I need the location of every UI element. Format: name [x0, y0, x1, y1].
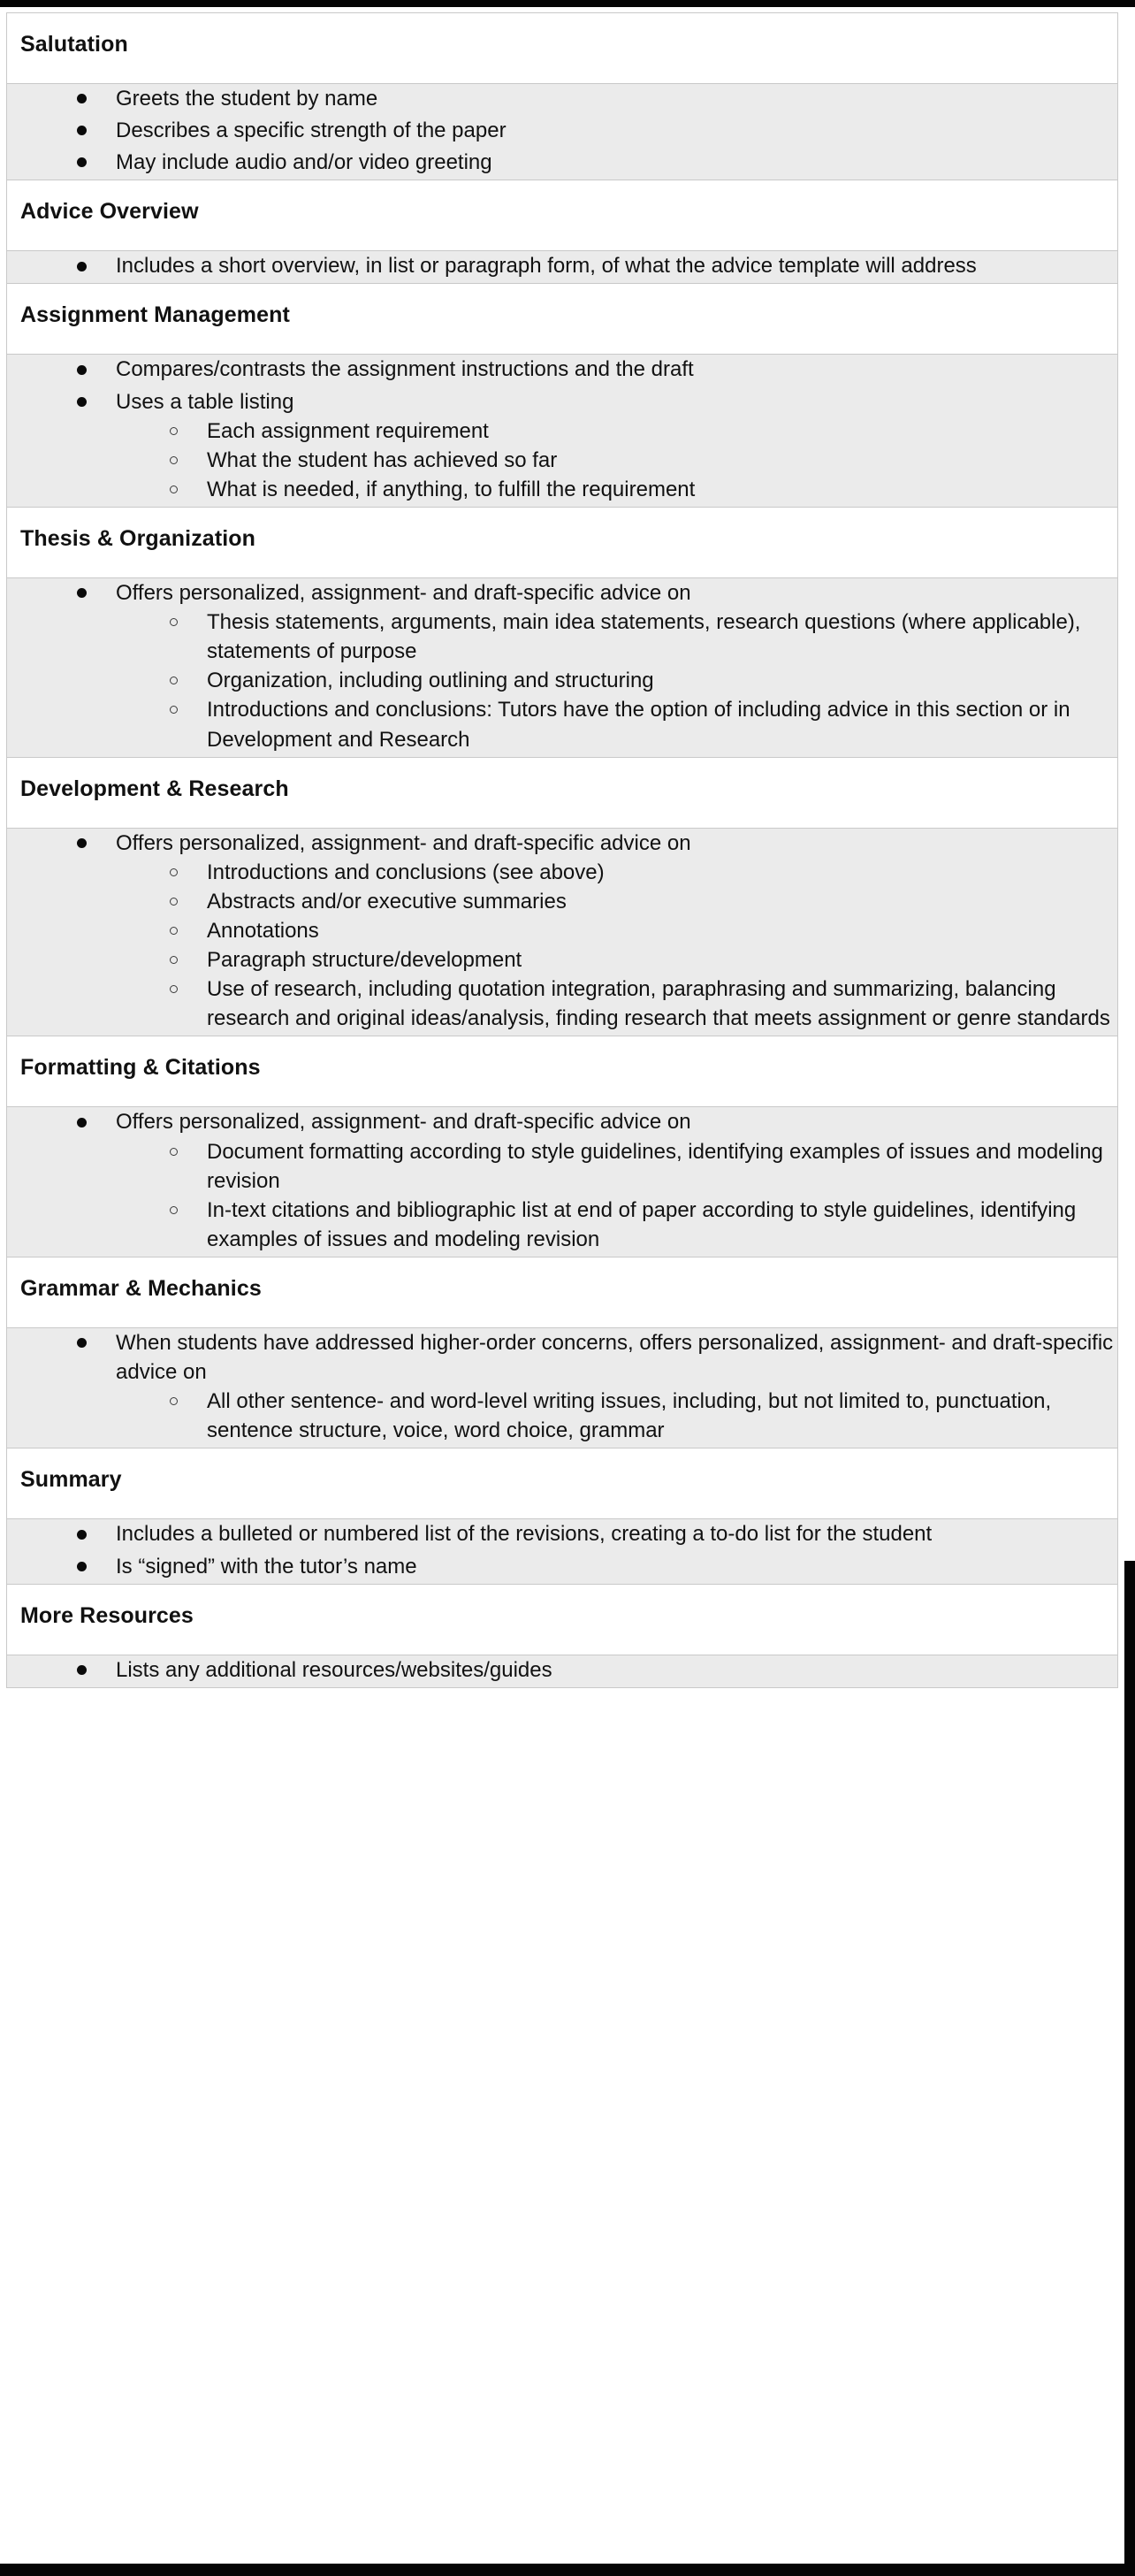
sub-list-item: [116, 858, 1117, 887]
section-body-row: [7, 1107, 1118, 1257]
sub-list-item-text: What the student has achieved so far: [207, 447, 558, 472]
bullet-list-level-1: [7, 578, 1117, 754]
section-heading: Thesis & Organization: [20, 525, 256, 551]
sub-list-item: [116, 608, 1117, 666]
bullet-list-level-2: [116, 1137, 1117, 1254]
list-item: [7, 1552, 1117, 1581]
section-body-cell: [7, 251, 1118, 284]
list-item-text: Offers personalized, assignment- and draft-specific advice on: [116, 830, 691, 855]
page-edge-bottom: [0, 2564, 1135, 2576]
section-body-cell: [7, 828, 1118, 1036]
section-header-cell: [7, 1584, 1118, 1655]
list-item: [7, 829, 1117, 1034]
sub-list-item-text: All other sentence- and word-level writing issues, including, but not limited to, punctuation, sentence structure, voice, word choice, grammar: [207, 1389, 1052, 1443]
hollow-bullet-icon: [170, 618, 178, 626]
section-heading: Summary: [20, 1467, 122, 1493]
page-edge-right: [1124, 1561, 1135, 2564]
list-item-text: Lists any additional resources/websites/guides: [116, 1657, 552, 1682]
filled-bullet-icon: [77, 262, 87, 271]
section-body-cell: [7, 355, 1118, 508]
sub-list-item-text: Abstracts and/or executive summaries: [207, 889, 567, 913]
sub-list-item-text: In-text citations and bibliographic list at end of paper according to style guidelines, identifying examples of issues and modeling revision: [207, 1197, 1077, 1251]
section-header-cell: [7, 284, 1118, 355]
list-item-text: Offers personalized, assignment- and draft-specific advice on: [116, 1110, 691, 1135]
hollow-bullet-icon: [170, 898, 178, 906]
sub-list-item: [116, 446, 1117, 475]
filled-bullet-icon: [77, 588, 87, 598]
section-header-row: [7, 284, 1118, 355]
section-body-cell: [7, 84, 1118, 180]
list-item-text: Greets the student by name: [116, 87, 378, 111]
bullet-list-level-1: [7, 355, 1117, 504]
sub-list-item: [116, 417, 1117, 446]
bullet-list-level-2: [116, 608, 1117, 754]
page-edge-top: [0, 0, 1135, 7]
sub-list-item: [116, 916, 1117, 945]
bullet-list-level-1: [7, 1107, 1117, 1254]
hollow-bullet-icon: [170, 485, 178, 493]
section-body-row: [7, 577, 1118, 757]
sub-list-item-text: Introductions and conclusions: Tutors have the option of including advice in this section or in Development and Research: [207, 698, 1070, 752]
sub-list-item: [116, 695, 1117, 753]
sub-list-item: [116, 1387, 1117, 1445]
section-header-row: [7, 1449, 1118, 1519]
bullet-list-level-1: [7, 1655, 1117, 1685]
list-item: [7, 251, 1117, 280]
section-heading: Grammar & Mechanics: [20, 1275, 262, 1301]
section-header-cell: [7, 507, 1118, 577]
section-header-row: [7, 507, 1118, 577]
filled-bullet-icon: [77, 1118, 87, 1127]
sub-list-item-text: Use of research, including quotation integration, paraphrasing and summarizing, balancing research and original ideas/analysis, finding research that meets assignment or genre standards: [207, 977, 1110, 1031]
hollow-bullet-icon: [170, 456, 178, 464]
list-item-text: Includes a bulleted or numbered list of the revisions, creating a to-do list for the student: [116, 1522, 933, 1547]
list-item-text: May include audio and/or video greeting: [116, 150, 492, 175]
section-body-row: [7, 1519, 1118, 1584]
filled-bullet-icon: [77, 1338, 87, 1348]
section-header-cell: [7, 180, 1118, 251]
list-item: [7, 1519, 1117, 1548]
section-header-row: [7, 13, 1118, 84]
hollow-bullet-icon: [170, 985, 178, 993]
section-heading: Advice Overview: [20, 199, 199, 225]
hollow-bullet-icon: [170, 1397, 178, 1405]
sub-list-item-text: Each assignment requirement: [207, 418, 489, 443]
filled-bullet-icon: [77, 1562, 87, 1571]
section-header-row: [7, 1584, 1118, 1655]
filled-bullet-icon: [77, 94, 87, 103]
section-body-row: [7, 251, 1118, 284]
section-heading: Salutation: [20, 32, 128, 57]
section-header-cell: [7, 757, 1118, 828]
sub-list-item: [116, 1137, 1117, 1196]
list-item: [7, 148, 1117, 177]
section-body-row: [7, 1327, 1118, 1448]
list-item: [7, 387, 1117, 504]
hollow-bullet-icon: [170, 427, 178, 435]
list-item-text: Offers personalized, assignment- and draft-specific advice on: [116, 580, 691, 605]
section-header-row: [7, 757, 1118, 828]
list-item: [7, 578, 1117, 754]
sub-list-item: [116, 887, 1117, 916]
sub-list-item: [116, 975, 1117, 1033]
hollow-bullet-icon: [170, 956, 178, 964]
section-header-cell: [7, 1036, 1118, 1107]
hollow-bullet-icon: [170, 706, 178, 714]
list-item: [7, 84, 1117, 113]
section-heading: More Resources: [20, 1602, 194, 1628]
sub-list-item: [116, 1196, 1117, 1254]
bullet-list-level-1: [7, 1519, 1117, 1580]
bullet-list-level-1: [7, 829, 1117, 1034]
section-body-cell: [7, 1519, 1118, 1584]
section-body-row: [7, 828, 1118, 1036]
filled-bullet-icon: [77, 397, 87, 407]
section-header-cell: [7, 13, 1118, 84]
filled-bullet-icon: [77, 1665, 87, 1675]
sub-list-item-text: What is needed, if anything, to fulfill the requirement: [207, 477, 696, 501]
hollow-bullet-icon: [170, 1206, 178, 1214]
section-body-cell: [7, 1107, 1118, 1257]
section-header-row: [7, 180, 1118, 251]
bullet-list-level-1: [7, 84, 1117, 177]
advice-template-document: [6, 12, 1118, 1688]
filled-bullet-icon: [77, 157, 87, 167]
list-item-text: Uses a table listing: [116, 389, 294, 414]
sub-list-item: [116, 475, 1117, 504]
list-item: [7, 1655, 1117, 1685]
list-item-text: Compares/contrasts the assignment instructions and the draft: [116, 357, 694, 382]
bullet-list-level-2: [116, 417, 1117, 504]
list-item: [7, 1328, 1117, 1445]
section-heading: Formatting & Citations: [20, 1055, 261, 1081]
filled-bullet-icon: [77, 1530, 87, 1540]
sub-list-item: [116, 666, 1117, 695]
hollow-bullet-icon: [170, 1148, 178, 1156]
filled-bullet-icon: [77, 838, 87, 848]
section-body-cell: [7, 1327, 1118, 1448]
section-body-cell: [7, 577, 1118, 757]
section-header-cell: [7, 1449, 1118, 1519]
bullet-list-level-2: [116, 858, 1117, 1034]
hollow-bullet-icon: [170, 927, 178, 935]
list-item-text: When students have addressed higher-order concerns, offers personalized, assignment- and draft-specific advice on: [116, 1330, 1114, 1385]
sub-list-item-text: Annotations: [207, 918, 319, 943]
filled-bullet-icon: [77, 126, 87, 135]
hollow-bullet-icon: [170, 676, 178, 684]
hollow-bullet-icon: [170, 868, 178, 876]
list-item: [7, 355, 1117, 384]
section-header-row: [7, 1036, 1118, 1107]
section-body-row: [7, 355, 1118, 508]
bullet-list-level-2: [116, 1387, 1117, 1445]
sub-list-item-text: Organization, including outlining and structuring: [207, 669, 654, 693]
section-body-cell: [7, 1655, 1118, 1687]
sub-list-item-text: Paragraph structure/development: [207, 948, 522, 973]
section-header-cell: [7, 1257, 1118, 1327]
advice-template-table: [6, 12, 1118, 1688]
list-item-text: Is “signed” with the tutor’s name: [116, 1554, 417, 1578]
section-heading: Development & Research: [20, 776, 289, 801]
sub-list-item: [116, 945, 1117, 975]
sub-list-item-text: Document formatting according to style guidelines, identifying examples of issues and modeling revision: [207, 1139, 1103, 1193]
filled-bullet-icon: [77, 365, 87, 375]
section-heading: Assignment Management: [20, 302, 290, 328]
bullet-list-level-1: [7, 1328, 1117, 1445]
list-item: [7, 1107, 1117, 1254]
section-header-row: [7, 1257, 1118, 1327]
sub-list-item-text: Thesis statements, arguments, main idea statements, research questions (where applicable), statements of purpose: [207, 610, 1081, 664]
list-item: [7, 116, 1117, 145]
bullet-list-level-1: [7, 251, 1117, 280]
section-body-row: [7, 1655, 1118, 1687]
list-item-text: Includes a short overview, in list or paragraph form, of what the advice template will address: [116, 254, 977, 279]
sub-list-item-text: Introductions and conclusions (see above): [207, 860, 605, 884]
list-item-text: Describes a specific strength of the paper: [116, 118, 507, 143]
section-body-row: [7, 84, 1118, 180]
